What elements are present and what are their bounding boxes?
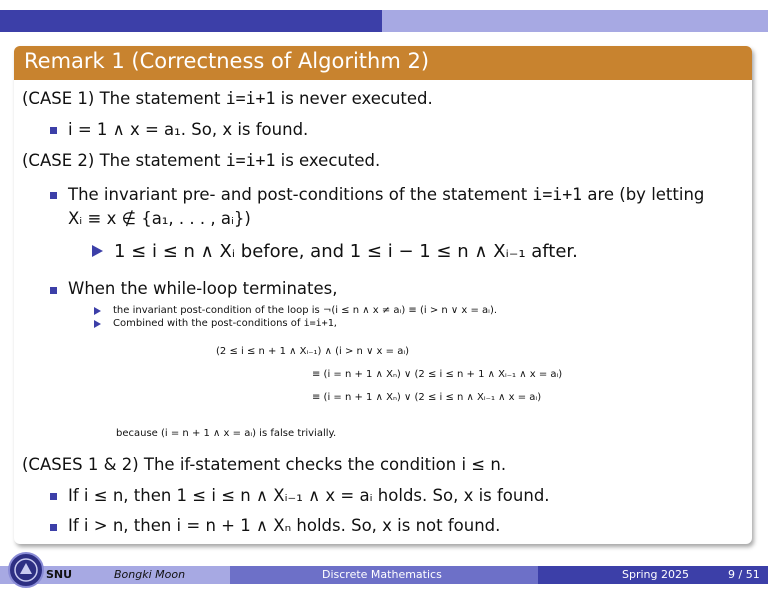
case2-bullet1-text: The invariant pre- and post-conditions of the statement <box>68 185 533 204</box>
case2-heading-tail: is executed. <box>275 151 381 170</box>
case2-bullet1-tail: are (by letting <box>582 185 705 204</box>
case1-heading <box>22 89 433 108</box>
remark-title: Remark 1 (Correctness of Algorithm 2) <box>24 49 430 73</box>
combined-postcondition-text <box>113 318 337 329</box>
bullet-square-icon <box>50 524 57 531</box>
case2-bullet1-line1 <box>68 185 704 204</box>
case1-bullet: i = 1 ∧ x = a₁. So, x is found. <box>68 120 309 139</box>
bullet-square-icon <box>50 127 57 134</box>
case2-code: i=i+1 <box>225 151 276 170</box>
because-note: because (i = n + 1 ∧ x = aᵢ) is false trivially. <box>116 428 337 439</box>
triangle-bullet-icon <box>92 245 103 257</box>
top-navigation-bar <box>0 0 768 38</box>
cases12-bullet2: If i > n, then i = n + 1 ∧ Xₙ holds. So, x is not found. <box>68 516 501 535</box>
loop-postcondition-text: the invariant post-condition of the loop is ¬(i ≤ n ∧ x ≠ aᵢ) ≡ (i > n ∨ x = aᵢ). <box>113 305 498 316</box>
case2-heading-text: (CASE 2) The statement <box>22 151 226 170</box>
combined-code: i=i+1 <box>303 318 334 329</box>
combined-text: Combined with the post-conditions of <box>113 318 304 329</box>
equation-line-1: (2 ≤ i ≤ n + 1 ∧ Xᵢ₋₁) ∧ (i > n ∨ x = aᵢ) <box>216 346 410 357</box>
case1-code: i=i+1 <box>225 89 276 108</box>
remark-title-bar <box>14 46 752 80</box>
triangle-bullet-icon <box>94 320 101 328</box>
footer-author: Bongki Moon <box>114 568 186 581</box>
footer-term: Spring 2025 <box>622 568 689 581</box>
cases12-heading: (CASES 1 & 2) The if-statement checks the condition i ≤ n. <box>22 455 507 474</box>
combined-tail: , <box>333 318 337 329</box>
footer-page-number: 9 / 51 <box>728 568 760 581</box>
bullet-square-icon <box>50 192 57 199</box>
university-logo-icon <box>8 552 44 588</box>
triangle-bullet-icon <box>94 307 101 315</box>
top-bar-right-segment <box>382 10 768 32</box>
case1-heading-tail: is never executed. <box>275 89 433 108</box>
cases12-bullet1: If i ≤ n, then 1 ≤ i ≤ n ∧ Xᵢ₋₁ ∧ x = aᵢ holds. So, x is found. <box>68 486 550 505</box>
case2-heading <box>22 151 380 170</box>
logo-emblem-icon <box>10 554 42 586</box>
footer-right-segment <box>538 566 768 584</box>
case2-bullet1-code: i=i+1 <box>532 185 583 204</box>
equation-line-3: ≡ (i = n + 1 ∧ Xₙ) ∨ (2 ≤ i ≤ n ∧ Xᵢ₋₁ ∧ x = aᵢ) <box>312 392 542 403</box>
bullet-square-icon <box>50 493 57 500</box>
case2-bullet1-line2: Xᵢ ≡ x ∉ {a₁, . . . , aᵢ}) <box>68 209 251 228</box>
case2-bullet2: When the while-loop terminates, <box>68 279 338 298</box>
case2-invariant-subitem: 1 ≤ i ≤ n ∧ Xᵢ before, and 1 ≤ i − 1 ≤ n ∧ Xᵢ₋₁ after. <box>114 241 578 262</box>
footer-course: Discrete Mathematics <box>322 568 442 581</box>
footer-middle-segment <box>230 566 538 584</box>
bullet-square-icon <box>50 287 57 294</box>
case1-heading-text: (CASE 1) The statement <box>22 89 226 108</box>
footer-bar <box>0 566 768 584</box>
equation-line-2: ≡ (i = n + 1 ∧ Xₙ) ∨ (2 ≤ i ≤ n + 1 ∧ Xᵢ₋₁ ∧ x = aᵢ) <box>312 369 563 380</box>
top-bar-left-segment <box>0 10 382 32</box>
footer-institution: SNU <box>46 568 73 581</box>
